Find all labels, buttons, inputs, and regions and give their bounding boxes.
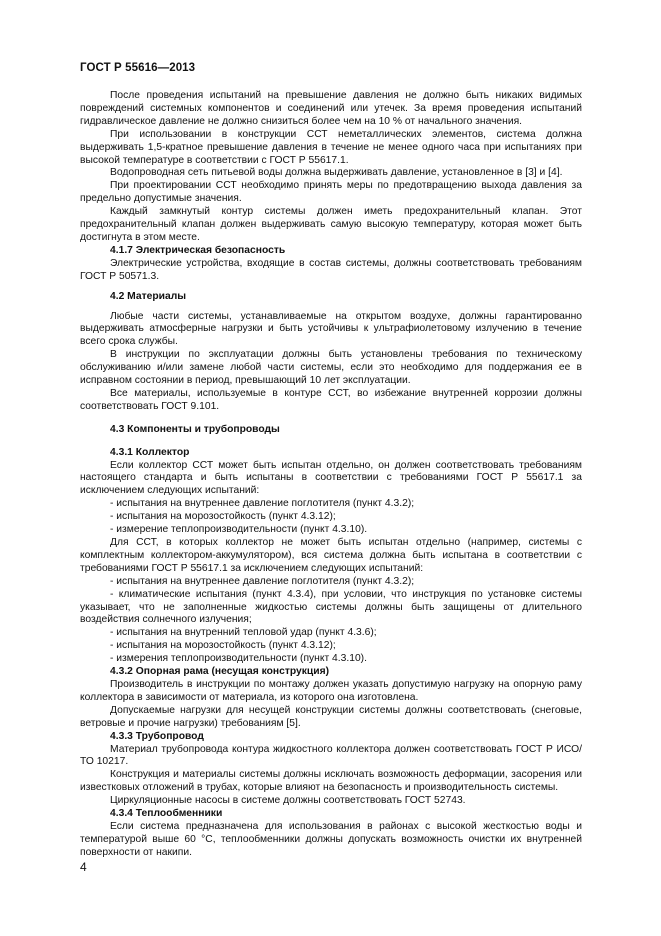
body-paragraph: - испытания на внутреннее давление поглотителя (пункт 4.3.2);	[110, 498, 415, 510]
body-paragraph: Для ССТ, в которых коллектор не может быть испытан отдельно (например, системы с комплектным коллектором-аккумулятором), вся система должна быть испытана в соответствии с требованиями ГОСТ Р 55617.1 за исключением следующих испытаний:	[80, 537, 582, 574]
body-paragraph: Допускаемые нагрузки для несущей конструкции системы должны соответствовать (снеговые, ветровые и прочие нагрузки) требованиям [5].	[80, 704, 582, 729]
section-heading: 4.3.4 Теплообменники	[110, 808, 223, 820]
body-paragraph: Циркуляционные насосы в системе должны соответствовать ГОСТ 52743.	[110, 795, 466, 807]
body-paragraph: При проектировании ССТ необходимо принять меры по предотвращению выхода давления за предельно допустимые значения.	[80, 180, 582, 205]
section-heading: 4.1.7 Электрическая безопасность	[110, 244, 286, 256]
section-heading: 4.3.2 Опорная рама (несущая конструкция)	[110, 666, 329, 678]
body-paragraph: - климатические испытания (пункт 4.3.4), при условии, что инструкция по установке системы указывает, что не заполненные жидкостью системы должны быть защищены от длительного воздействия солнечного излучения;	[80, 588, 582, 626]
body-paragraph: Любые части системы, устанавливаемые на открытом воздухе, должны гарантированно выдерживать атмосферные нагрузки и быть устойчивы к ультрафиолетовому излучению в течение всего срока службы.	[80, 310, 582, 348]
body-paragraph: - испытания на морозостойкость (пункт 4.3.12);	[110, 640, 336, 652]
body-paragraph: Электрические устройства, входящие в состав системы, должны соответствовать требованиям ГОСТ Р 50571.3.	[80, 257, 582, 282]
body-paragraph: Все материалы, используемые в контуре ССТ, во избежание внутренней коррозии должны соответствовать ГОСТ 9.101.	[80, 387, 582, 412]
body-paragraph: Производитель в инструкции по монтажу должен указать допустимую нагрузку на опорную раму коллектора в зависимости от материала, из которого она изготовлена.	[80, 678, 582, 703]
body-paragraph: Материал трубопровода контура жидкостного коллектора должен соответствовать ГОСТ Р ИСО/ТО 10217.	[80, 743, 582, 768]
body-paragraph: Водопроводная сеть питьевой воды должна выдерживать давление, установленное в [3] и [4].	[110, 167, 563, 179]
section-heading: 4.3.3 Трубопровод	[110, 730, 204, 742]
body-paragraph: - испытания на внутренний тепловой удар (пункт 4.3.6);	[110, 627, 377, 639]
body-paragraph: - испытания на внутреннее давление поглотителя (пункт 4.3.2);	[110, 575, 415, 587]
section-heading: 4.3 Компоненты и трубопроводы	[110, 423, 280, 435]
body-paragraph: - измерение теплопроизводительности (пункт 4.3.10).	[110, 524, 368, 536]
page-number: 4	[80, 860, 87, 874]
body-paragraph: Каждый замкнутый контур системы должен иметь предохранительный клапан. Этот предохранительный клапан должен выдерживать самую высокую температуру, которая может быть достигнута в этом месте.	[80, 206, 582, 243]
document-body	[80, 90, 582, 860]
document-header: ГОСТ Р 55616—2013	[80, 62, 196, 74]
body-paragraph: После проведения испытаний на превышение давления не должно быть никаких видимых повреждений системных компонентов и соединений или утечек. За время проведения испытаний гидравлическое давление не должно снизиться более чем на 10 % от начального значения.	[80, 90, 582, 127]
body-paragraph: - испытания на морозостойкость (пункт 4.3.12);	[110, 511, 336, 523]
body-paragraph: В инструкции по эксплуатации должны быть установлены требования по техническому обслуживанию и/или замене любой части системы, если это необходимо для поддержания ее в исправном состоянии в период, превышающий 10 лет эксплуатации.	[80, 349, 582, 387]
section-heading: 4.3.1 Коллектор	[110, 446, 190, 458]
body-paragraph: Если система предназначена для использования в районах с высокой жесткостью воды и температурой выше 60 °С, теплообменники должны допускать возможность очистки их внутренней поверхности от накипи.	[80, 820, 582, 858]
section-heading: 4.2 Материалы	[110, 290, 187, 302]
body-paragraph: - измерения теплопроизводительности (пункт 4.3.10).	[110, 653, 367, 665]
body-paragraph: Конструкция и материалы системы должны исключать возможность деформации, засорения или известковых отложений в трубах, которые влияют на безопасность и производительность системы.	[80, 769, 582, 794]
body-paragraph: При использовании в конструкции ССТ неметаллических элементов, система должна выдерживать 1,5-кратное превышение давления в течение не менее одного часа при испытаниях при высокой температуре в соответствии с ГОСТ Р 55617.1.	[80, 128, 582, 166]
body-paragraph: Если коллектор ССТ может быть испытан отдельно, он должен соответствовать требованиям настоящего стандарта и быть испытаны в соответствии с требованиями ГОСТ Р 55617.1 за исключением следующих испытаний:	[80, 459, 582, 497]
